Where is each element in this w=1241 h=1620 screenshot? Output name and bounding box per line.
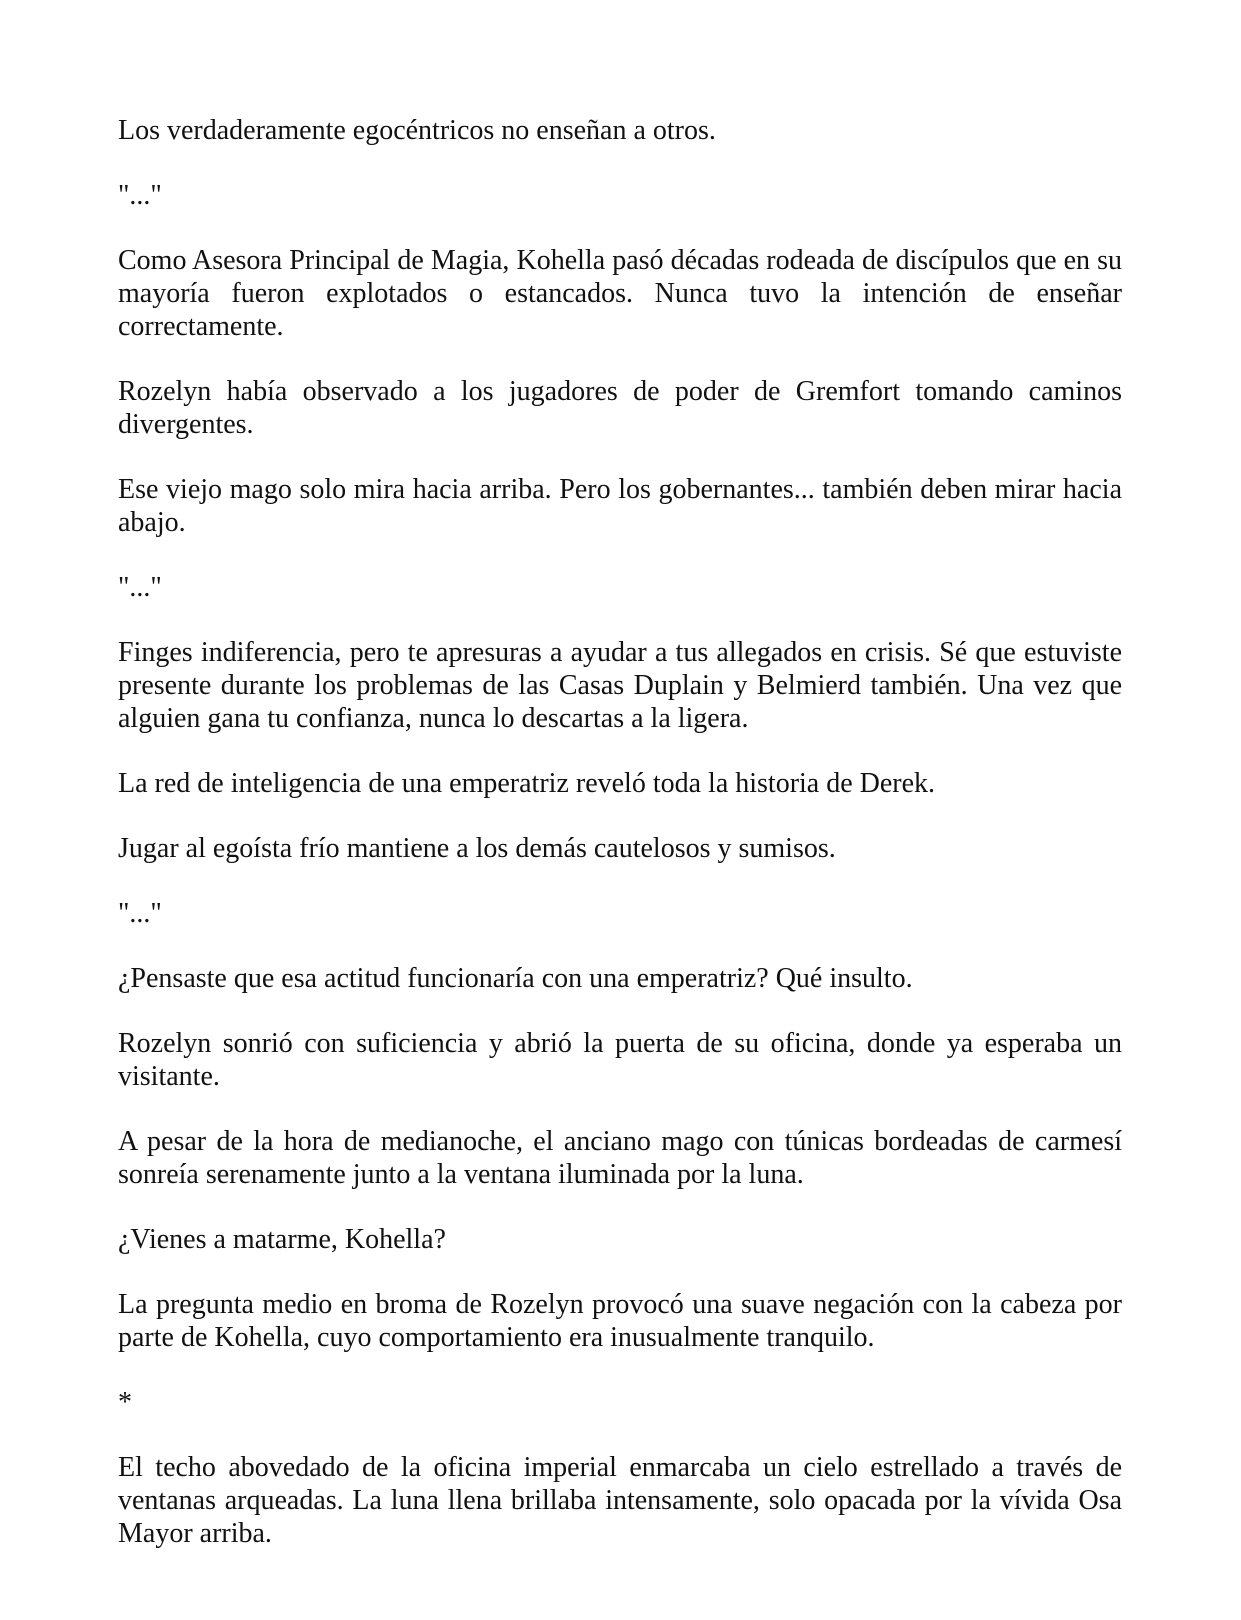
paragraph: Finges indiferencia, pero te apresuras a ayudar a tus allegados en crisis. Sé que estuviste presente durante los problemas de las Casas Duplain y Belmierd también. Una vez que alguien gana tu confianza, nunca lo descartas a la ligera.: [118, 637, 1122, 734]
body-text: [118, 114, 1122, 1582]
paragraph: Ese viejo mago solo mira hacia arriba. Pero los gobernantes... también deben mirar hacia abajo.: [118, 474, 1122, 538]
paragraph-ellipsis: "...": [118, 180, 162, 211]
paragraph: La red de inteligencia de una emperatriz reveló toda la historia de Derek.: [118, 768, 936, 799]
paragraph: Rozelyn había observado a los jugadores de poder de Gremfort tomando caminos divergentes.: [118, 376, 1122, 440]
paragraph: Rozelyn sonrió con suficiencia y abrió la puerta de su oficina, donde ya esperaba un visitante.: [118, 1028, 1122, 1092]
paragraph: ¿Pensaste que esa actitud funcionaría con una emperatriz? Qué insulto.: [118, 963, 913, 994]
scene-break: *: [118, 1387, 132, 1418]
paragraph: La pregunta medio en broma de Rozelyn provocó una suave negación con la cabeza por parte de Kohella, cuyo comportamiento era inusualmente tranquilo.: [118, 1289, 1122, 1353]
paragraph: ¿Vienes a matarme, Kohella?: [118, 1224, 446, 1255]
paragraph-ellipsis: "...": [118, 898, 162, 929]
paragraph: A pesar de la hora de medianoche, el anciano mago con túnicas bordeadas de carmesí sonreía serenamente junto a la ventana iluminada por la luna.: [118, 1126, 1122, 1190]
paragraph: Jugar al egoísta frío mantiene a los demás cautelosos y sumisos.: [118, 833, 836, 864]
paragraph: El techo abovedado de la oficina imperial enmarcaba un cielo estrellado a través de ventanas arqueadas. La luna llena brillaba intensamente, solo opacada por la vívida Osa Mayor arriba.: [118, 1452, 1122, 1549]
paragraph-ellipsis: "...": [118, 572, 162, 603]
paragraph: Los verdaderamente egocéntricos no enseñan a otros.: [118, 115, 716, 146]
paragraph: Como Asesora Principal de Magia, Kohella pasó décadas rodeada de discípulos que en su mayoría fueron explotados o estancados. Nunca tuvo la intención de enseñar correctamente.: [118, 245, 1122, 342]
